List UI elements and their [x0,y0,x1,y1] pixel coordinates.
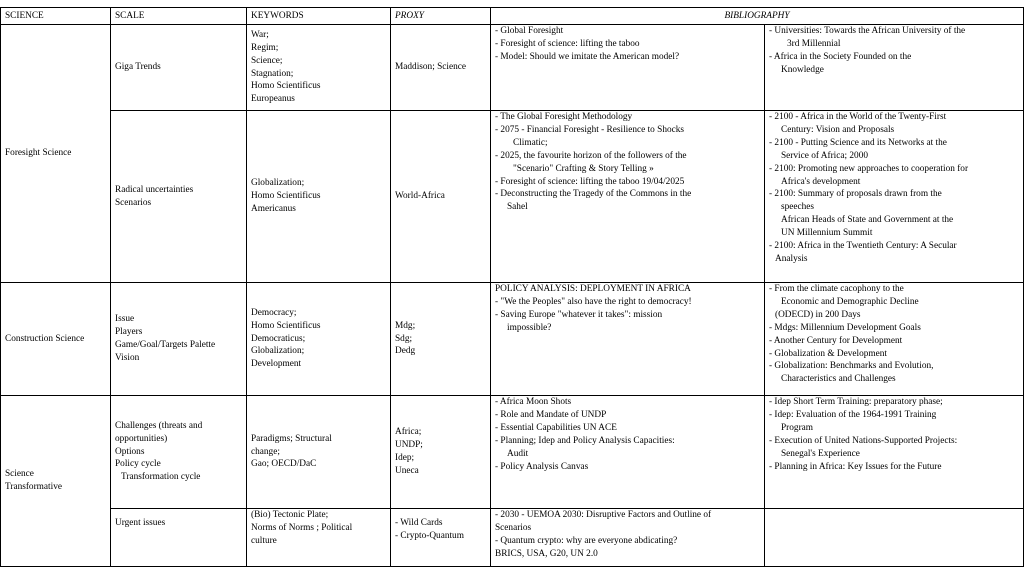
scale-line: Issue [115,314,135,325]
science-foresight-label: Foresight Science [5,148,72,159]
cell-keywords-construction [247,283,391,396]
scale-line: Options [115,446,145,457]
cell-bib2-radical [765,111,1024,283]
table-row-construction [1,283,1024,396]
cell-proxy-radical [391,111,491,283]
bibliography-line: - Saving Europe "whatever it takes": mission [495,309,663,320]
bibliography-heading: POLICY ANALYSIS: DEPLOYMENT IN AFRICA [495,284,691,294]
science-table [0,7,1024,567]
bibliography-line: Africa's development [781,176,861,187]
keyword-line: Democracy; [251,307,297,318]
bibliography-line: - Foresight of science: lifting the taboo 19/04/2025 [495,176,685,187]
bibliography-line: Analysis [775,253,808,264]
bibliography-line: - The Global Foresight Methodology [495,112,633,122]
header-keywords: KEYWORDS [247,8,391,25]
cell-keywords-challenges [247,396,391,509]
header-science: SCIENCE [1,8,111,25]
proxy-line: Mdg; [395,320,416,331]
bibliography-line: - Execution of United Nations-Supported Projects: [769,435,958,446]
bibliography-line: 3rd Millennial [787,38,841,49]
bibliography-line: Economic and Demographic Decline [781,296,919,307]
keyword-line: Development [251,359,302,370]
table-row-giga-trends [1,25,1024,111]
proxy-line: World-Africa [395,191,445,202]
bibliography-line: - 2100 - Africa in the World of the Twenty-First [769,112,947,122]
bibliography-line: - Mdgs: Millennium Development Goals [769,322,921,333]
bibliography-line: Service of Africa; 2000 [781,150,868,161]
proxy-line: - Wild Cards [395,518,443,528]
bibliography-line: - 2025, the favourite horizon of the followers of the [495,150,687,161]
proxy-line: Africa; [395,427,422,438]
bibliography-line: Audit [507,448,529,459]
bibliography-line: - 2100: Promoting new approaches to cooperation for [769,163,969,174]
bibliography-line: - Africa Moon Shots [495,397,572,407]
keyword-line: Norms of Norms ; Political [251,522,353,533]
bibliography-line: - "We the Peoples" also have the right to democracy! [495,296,692,307]
bibliography-line: - 2075 - Financial Foresight - Resilience to Shocks [495,124,685,135]
table-row-challenges [1,396,1024,509]
keyword-line: (Bio) Tectonic Plate; [251,510,329,520]
bibliography-line: impossible? [507,322,552,333]
proxy-line: UNDP; [395,440,423,451]
keyword-line: Homo Scientificus [251,320,321,331]
cell-scale-urgent [111,509,247,567]
bibliography-line: Program [781,422,814,433]
bibliography-line: Scenarios [495,522,532,533]
table-row-urgent [1,509,1024,567]
cell-bib2-urgent [765,509,1024,567]
scale-line: Radical uncertainties [115,184,194,195]
cell-proxy-challenges [391,396,491,509]
scale-line: Vision [115,352,140,363]
cell-scale-radical [111,111,247,283]
science-transformative-line: Transformative [5,482,62,492]
bibliography-line: Senegal's Experience [781,448,860,459]
keyword-line: culture [251,535,277,546]
bibliography-line: - Role and Mandate of UNDP [495,409,607,420]
cell-proxy-construction [391,283,491,396]
cell-keywords-radical [247,111,391,283]
scale-line: opportunities) [115,433,168,444]
cell-scale-challenges [111,396,247,509]
keyword-line: Homo Scientificus [251,81,321,92]
bibliography-line: - From the climate cacophony to the [769,284,904,294]
bibliography-line: - Africa in the Society Founded on the [769,51,912,62]
bibliography-line: Characteristics and Challenges [781,374,896,385]
cell-science-transformative [1,396,111,567]
table-row-radical-uncertainties [1,111,1024,283]
keyword-line: Science; [251,55,283,66]
keyword-line: Paradigms; Structural [251,433,332,444]
cell-scale-construction [111,283,247,396]
cell-bib1-construction [491,283,765,396]
keyword-line: Stagnation; [251,68,294,79]
bibliography-line: - 2030 - UEMOA 2030: Disruptive Factors and Outline of [495,510,712,520]
cell-keywords-urgent [247,509,391,567]
scale-giga-label: Giga Trends [115,62,161,73]
bibliography-line: - 2100: Summary of proposals drawn from the [769,189,942,200]
keyword-line: Homo Scientificus [251,191,321,202]
header-scale: SCALE [111,8,247,25]
cell-proxy-giga [391,25,491,111]
bibliography-line: - Universities: Towards the African University of the [769,26,966,36]
keyword-line: Globalization; [251,178,305,189]
bibliography-line: - Deconstructing the Tragedy of the Commons in the [495,189,692,200]
keyword-line: Americanus [251,203,296,214]
bibliography-line: speeches [781,202,815,213]
keyword-line: Europeanus [251,94,295,105]
bibliography-line: - Policy Analysis Canvas [495,461,589,472]
bibliography-line: - 2100 - Putting Science and its Networks at the [769,137,947,148]
keyword-line: Regim; [251,42,279,53]
cell-keywords-giga [247,25,391,111]
proxy-line: Maddison; Science [395,62,467,73]
bibliography-line: African Heads of State and Government at the [781,215,954,226]
bibliography-line: (ODECD) in 200 Days [775,309,861,320]
keyword-line: Democraticus; [251,333,306,344]
scale-line: Challenges (threats and [115,420,203,431]
bibliography-line: - Quantum crypto: why are everyone abdicating? [495,535,678,546]
cell-bib1-urgent [491,509,765,567]
science-transformative-line: Science [5,469,34,480]
cell-bib2-giga [765,25,1024,111]
bibliography-line: - Planning in Africa: Key Issues for the Future [769,461,942,472]
proxy-line: Dedg [395,346,416,357]
bibliography-line: - Idep: Evaluation of the 1964-1991 Training [769,409,937,420]
proxy-line: Sdg; [395,333,413,344]
proxy-line: Uneca [395,465,419,476]
bibliography-line: BRICS, USA, G20, UN 2.0 [495,548,598,559]
bibliography-line: UN Millennium Summit [781,228,873,239]
scale-line: Players [115,327,143,338]
bibliography-line: Knowledge [781,64,824,75]
bibliography-line: Century: Vision and Proposals [781,124,895,135]
keyword-line: Gao; OECD/DaC [251,459,317,470]
cell-science-foresight [1,25,111,283]
science-construction-label: Construction Science [5,333,85,344]
bibliography-line: - Model: Should we imitate the American model? [495,51,680,62]
proxy-line: - Crypto-Quantum [395,530,464,541]
scale-line: Scenarios [115,197,152,208]
header-bibliography: BIBLIOGRAPHY [491,8,1024,25]
cell-bib1-giga [491,25,765,111]
cell-scale-giga [111,25,247,111]
scale-line: Transformation cycle [121,472,201,483]
bibliography-line: - Another Century for Development [769,335,903,346]
bibliography-line: Climatic; [513,137,548,148]
cell-bib1-radical [491,111,765,283]
scale-urgent-label: Urgent issues [115,518,166,528]
bibliography-line: "Scenario" Crafting & Story Telling » [513,163,654,174]
bibliography-line: - Globalization: Benchmarks and Evolution, [769,361,934,372]
header-row [1,8,1024,25]
bibliography-line: - Global Foresight [495,26,564,36]
bibliography-line: - Globalization & Development [769,348,887,359]
bibliography-line: - 2100: Africa in the Twentieth Century: A Secular [769,241,957,252]
bibliography-line: - Essential Capabilities UN ACE [495,422,617,433]
bibliography-line: - Planning; Idep and Policy Analysis Capacities: [495,435,675,446]
cell-bib1-challenges [491,396,765,509]
cell-science-construction [1,283,111,396]
keyword-line: change; [251,446,280,457]
scale-line: Game/Goal/Targets Palette [115,340,216,350]
cell-bib2-challenges [765,396,1024,509]
proxy-line: Idep; [395,453,415,463]
bibliography-line: Sahel [507,202,528,213]
bibliography-line: - Foresight of science: lifting the taboo [495,38,640,49]
scale-line: Policy cycle [115,459,161,470]
cell-proxy-urgent [391,509,491,567]
bibliography-line: - Idep Short Term Training: preparatory phase; [769,397,943,407]
keyword-line: Globalization; [251,346,305,357]
header-proxy: PROXY [391,8,491,25]
cell-bib2-construction [765,283,1024,396]
keyword-line: War; [251,29,269,40]
